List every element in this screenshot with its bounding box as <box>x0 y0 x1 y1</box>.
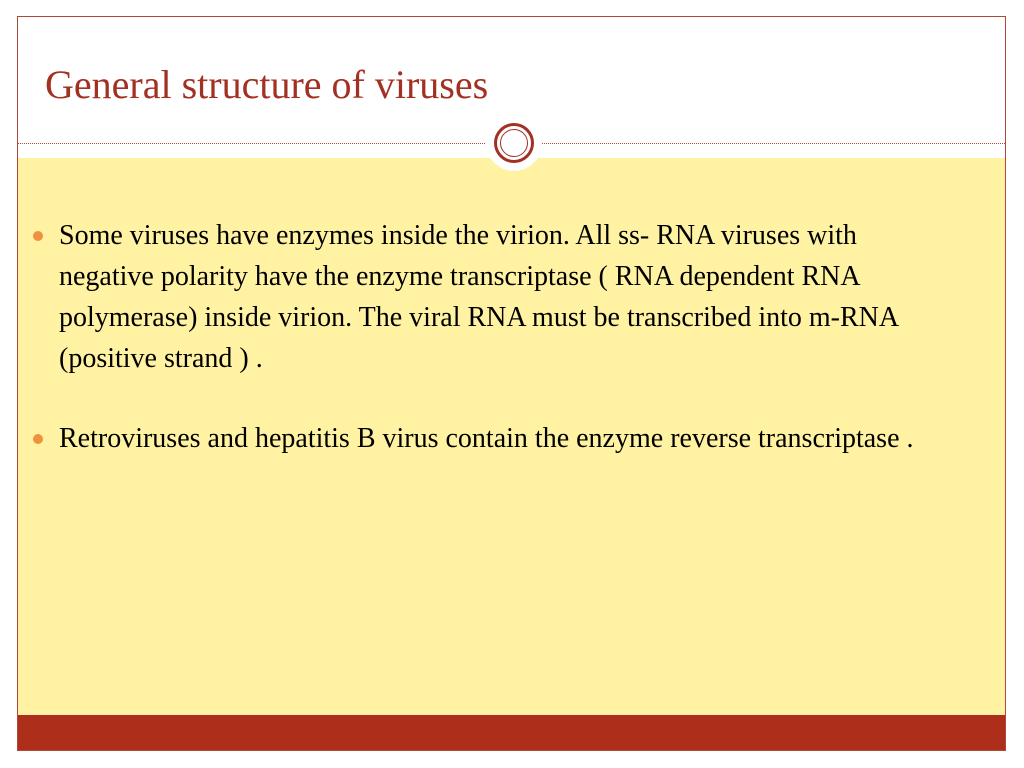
footer-bar <box>18 715 1005 750</box>
bullet-list <box>31 215 931 498</box>
slide-title: General structure of viruses <box>45 62 489 107</box>
bullet-text: Retroviruses and hepatitis B virus contain the enzyme reverse transcriptase . <box>59 423 914 454</box>
bullet-text: Some viruses have enzymes inside the virion. All ss- RNA viruses with negative polarity have the enzyme transcriptase ( RNA dependent RNA polymerase) inside virion. The viral RNA must be transcribed into m-RNA (positive strand ) . <box>59 220 898 374</box>
bullet-dot-icon <box>33 434 43 444</box>
bullet-dot-icon <box>33 231 43 241</box>
bullet-item <box>31 215 931 379</box>
bullet-item <box>31 418 931 459</box>
inner-ring-icon <box>500 129 528 157</box>
